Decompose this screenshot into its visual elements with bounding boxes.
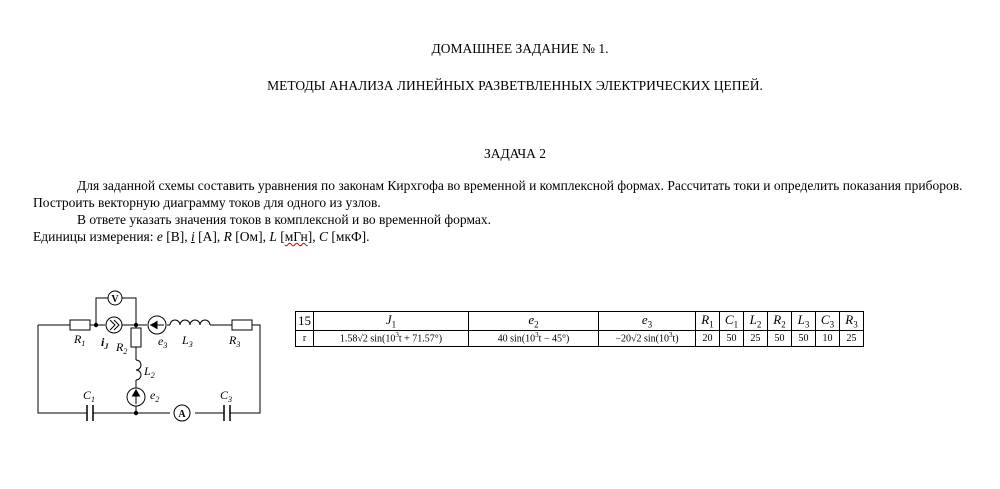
value-l3: 50 (792, 330, 816, 346)
value-r1: 20 (696, 330, 720, 346)
value-c1: 50 (720, 330, 744, 346)
inductor-l3-symbol (170, 320, 210, 325)
header-e3: $e_3$ (599, 312, 696, 331)
header-l3: $L_3$ (792, 312, 816, 331)
capacitor-c1-symbol (85, 405, 95, 421)
header-c3: $C_3$ (816, 312, 840, 331)
ammeter-label: A (178, 409, 186, 420)
voltmeter-label: V (111, 294, 119, 305)
task-description: Для заданной схемы составить уравнения по законам Кирхгофа во временной и комплексной формах. Рассчитать токи и определить показания приборов. Построить векторную диаграмму токов для одного из узлов. (33, 178, 963, 210)
label-r2: $R_2$ (116, 340, 128, 356)
header-r1: $R_1$ (696, 312, 720, 331)
page-title: ДОМАШНЕЕ ЗАДАНИЕ № 1. (431, 41, 609, 56)
table-row (296, 330, 864, 346)
resistor-r1-symbol (70, 320, 90, 330)
variant-number: 15 (296, 312, 314, 331)
value-j1: 1.58√2 $\sin(10^3t + 71.57^\circ)$ (314, 330, 469, 346)
resistor-r3-symbol (232, 320, 252, 330)
units-line: Единицы измерения: e [В], i [А], R [Ом], L [мГн], C [мкФ]. (33, 229, 370, 244)
value-e3: −20√2 $\sin(10^3t)$ (599, 330, 696, 346)
header-r3: $R_3$ (840, 312, 864, 331)
header-l2: $L_2$ (744, 312, 768, 331)
label-l3: $L_3$ (182, 333, 193, 349)
capacitor-c3-symbol (222, 405, 232, 421)
task-title: ЗАДАЧА 2 (483, 146, 547, 161)
emf-e2-symbol (127, 388, 145, 406)
header-c1: $C_1$ (720, 312, 744, 331)
label-l2: $L_2$ (144, 364, 155, 380)
value-e2: 40 $\sin(10^3t - 45^\circ)$ (469, 330, 599, 346)
value-l2: 25 (744, 330, 768, 346)
header-j1: $J_1$ (314, 312, 469, 331)
parameters-table (295, 311, 864, 347)
table-header-row (296, 312, 864, 331)
label-c1: $C_1$ (83, 388, 96, 404)
header-e2: $e_2$ (469, 312, 599, 331)
label-e3: $e_3$ (158, 334, 168, 350)
label-ij: $i_J$ (101, 335, 109, 351)
value-r2: 50 (768, 330, 792, 346)
value-r3: 25 (840, 330, 864, 346)
inductor-l2-symbol (136, 360, 141, 380)
row-label: r (296, 330, 314, 346)
emf-e3-symbol (148, 316, 166, 334)
label-r3: $R_3$ (229, 333, 241, 349)
current-source-symbol (106, 317, 122, 333)
label-r1: $R_1$ (74, 332, 86, 348)
answer-instruction: В ответе указать значения токов в комплексной и во временной формах. (77, 212, 492, 227)
header-r2: $R_2$ (768, 312, 792, 331)
resistor-r2-symbol (131, 328, 141, 347)
circuit-diagram (30, 283, 280, 433)
label-c3: $C_3$ (220, 388, 233, 404)
label-e2: $e_2$ (150, 388, 160, 404)
value-c3: 10 (816, 330, 840, 346)
page-subtitle: МЕТОДЫ АНАЛИЗА ЛИНЕЙНЫХ РАЗВЕТВЛЕННЫХ ЭЛЕКТРИЧЕСКИХ ЦЕПЕЙ. (267, 78, 763, 93)
